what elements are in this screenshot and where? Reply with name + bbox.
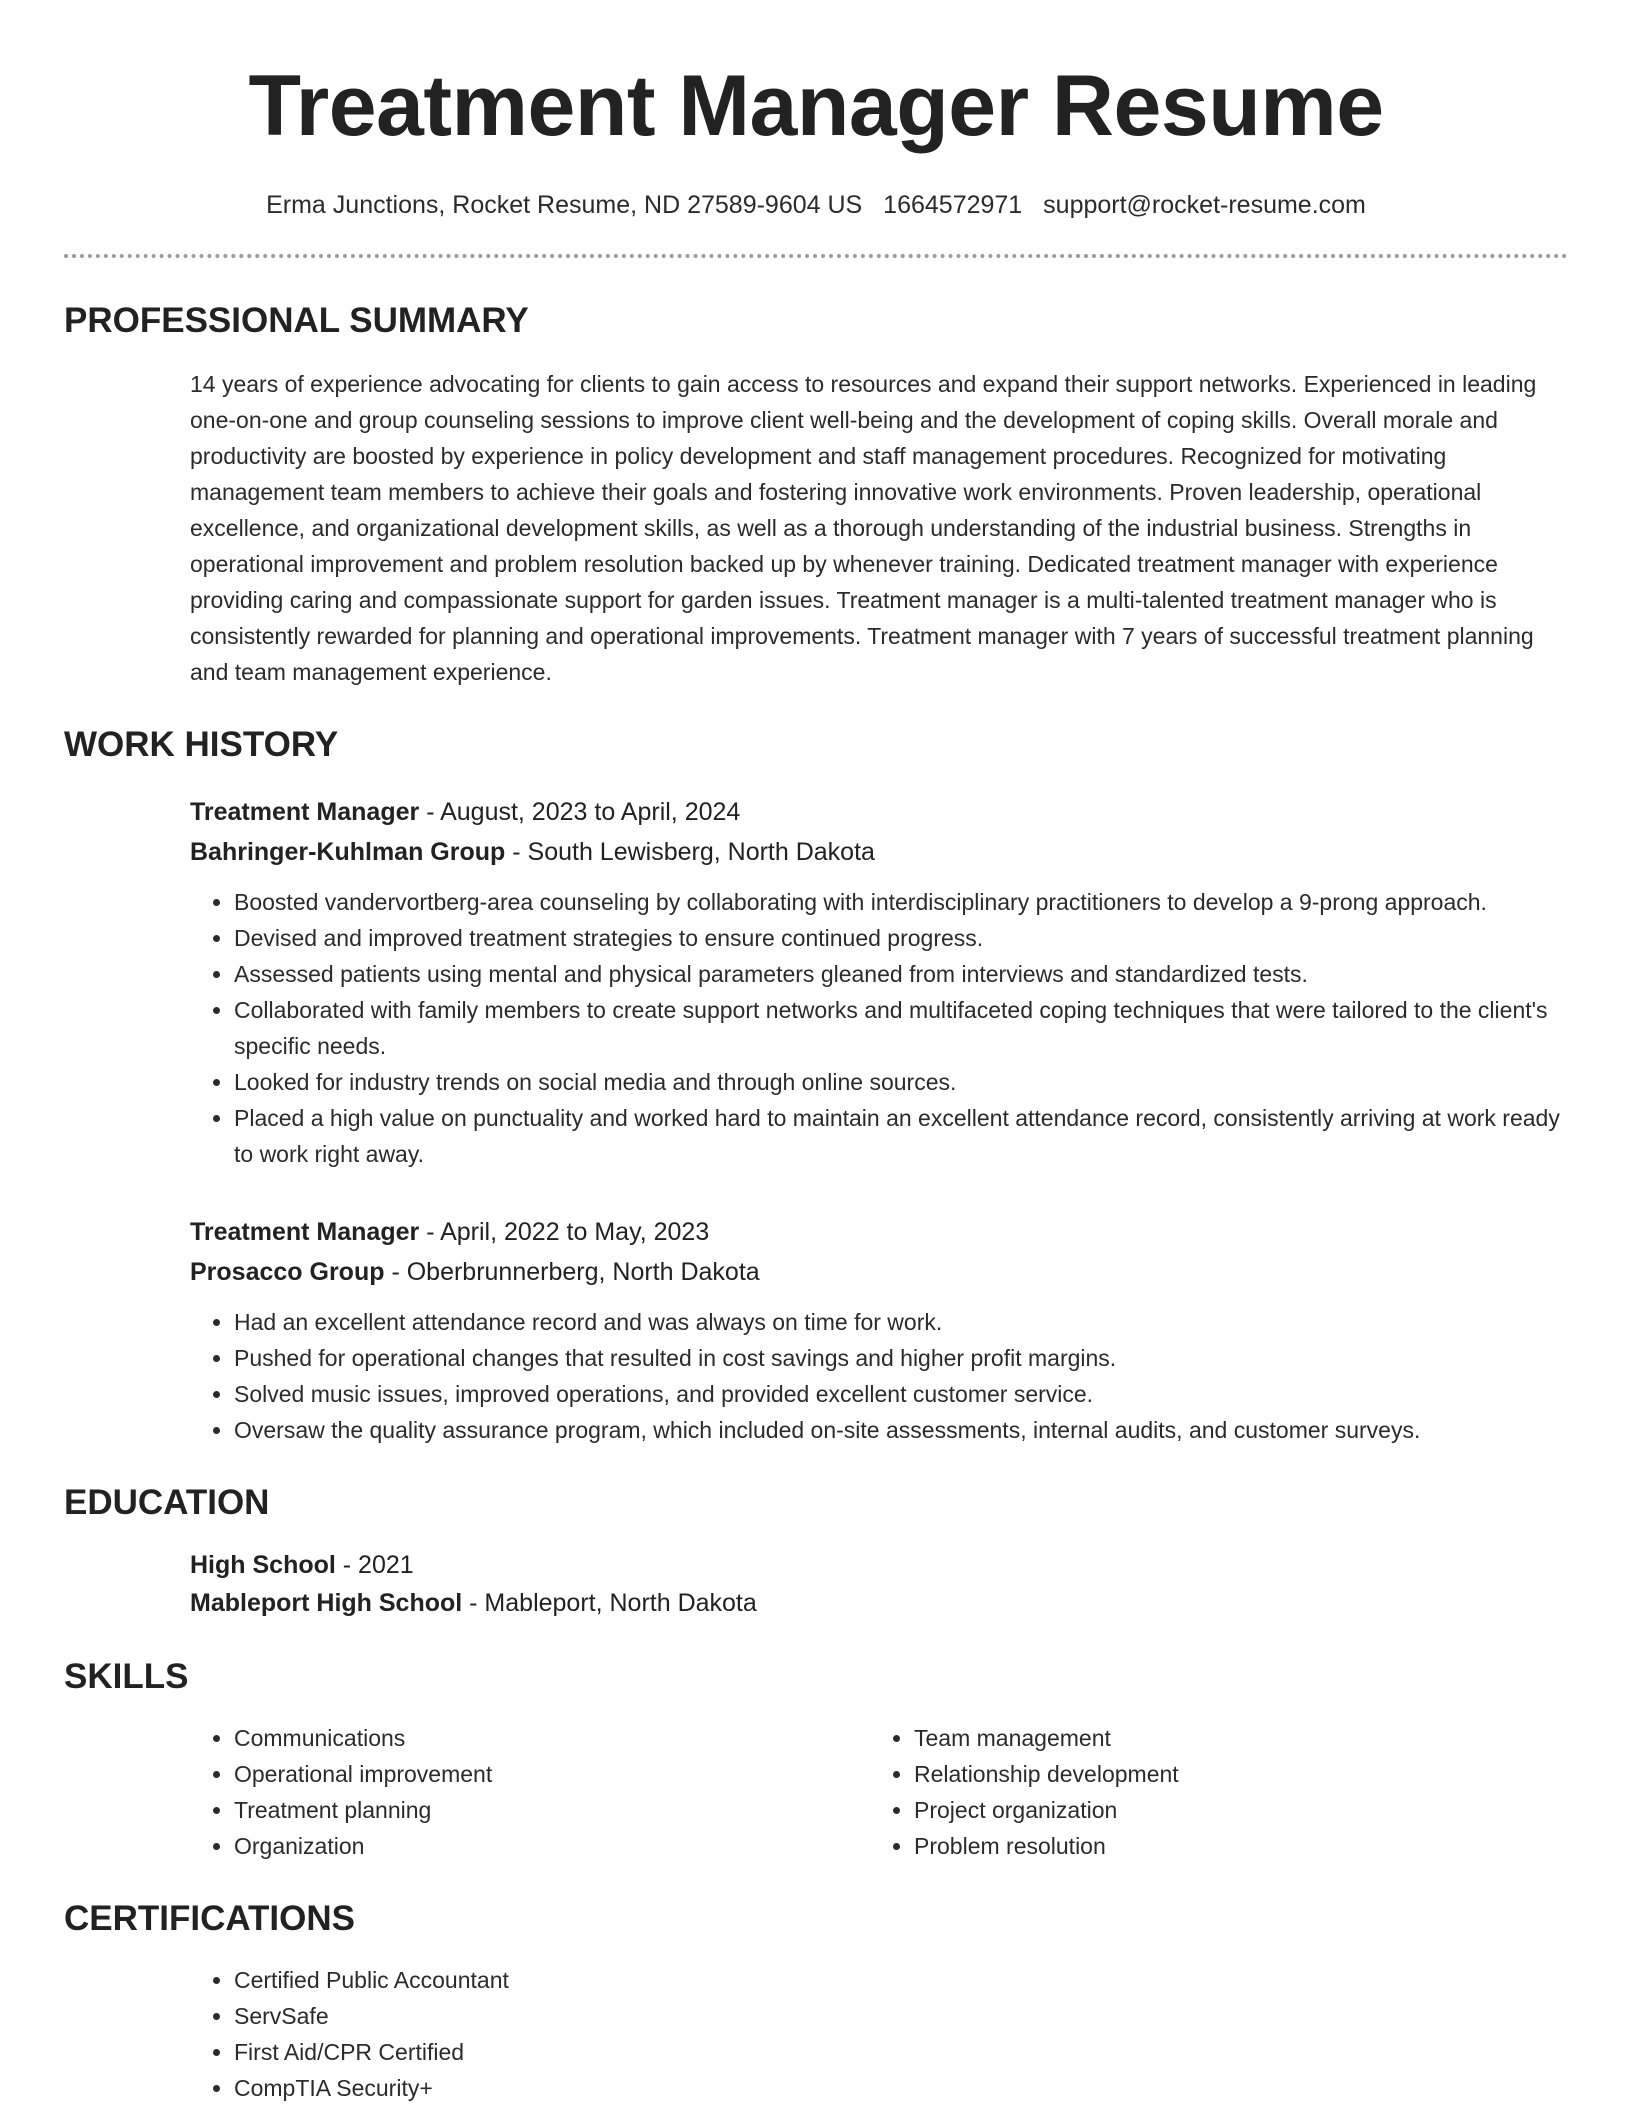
job-dates: - August, 2023 to April, 2024	[419, 798, 741, 826]
summary-heading: PROFESSIONAL SUMMARY	[64, 301, 529, 340]
job-title-line	[190, 1212, 1568, 1252]
skills-grid	[190, 1720, 1568, 1864]
certification-item: • First Aid/CPR Certified	[234, 2034, 1568, 2070]
job-bullets	[190, 884, 1568, 1172]
education-school-line	[190, 1584, 1568, 1622]
skill-item: • Communications	[234, 1720, 870, 1756]
education-location: - Mableport, North Dakota	[462, 1589, 757, 1617]
skill-item: • Project organization	[914, 1792, 1550, 1828]
certification-item: • ServSafe	[234, 1998, 1568, 2034]
skills-list	[870, 1720, 1550, 1864]
job-bullet: • Had an excellent attendance record and was always on time for work.	[234, 1304, 1568, 1340]
job-company-line	[190, 1252, 1568, 1292]
education-degree: High School	[190, 1551, 336, 1579]
summary-text: 14 years of experience advocating for clients to gain access to resources and expand their support networks. Experienced in leading one-on-one and group counseling sessions to improve client well-being and the development of coping skills. Overall morale and productivity are boosted by experience in policy development and staff management procedures. Recognized for motivating management team members to achieve their goals and fostering innovative work environments. Proven leadership, operational excellence, and organizational development skills, as well as a thorough understanding of the industrial business. Strengths in operational improvement and problem resolution backed up by whenever training. Dedicated treatment manager with experience providing caring and compassionate support for garden issues. Treatment manager is a multi-talented treatment manager who is consistently rewarded for planning and operational improvements. Treatment manager with 7 years of successful treatment planning and team management experience.	[190, 371, 1537, 685]
job-title-line	[190, 792, 1568, 832]
education-entry	[190, 1546, 1568, 1622]
contact-phone: 1664572971	[883, 191, 1023, 219]
skill-item: • Operational improvement	[234, 1756, 870, 1792]
job-bullet: • Looked for industry trends on social media and through online sources.	[234, 1064, 1568, 1100]
job-title: Treatment Manager	[190, 1218, 420, 1246]
skill-item: • Relationship development	[914, 1756, 1550, 1792]
education-heading: EDUCATION	[64, 1483, 270, 1522]
job-title: Treatment Manager	[190, 798, 420, 826]
job-bullet: • Devised and improved treatment strategies to ensure continued progress.	[234, 920, 1568, 956]
job-company: Bahringer-Kuhlman Group	[190, 838, 506, 866]
work-history-heading: WORK HISTORY	[64, 725, 339, 764]
job-company-line	[190, 832, 1568, 872]
skills-list	[190, 1720, 870, 1864]
job-bullet: • Collaborated with family members to create support networks and multifaceted coping techniques that were tailored to the client's specific needs.	[234, 992, 1568, 1064]
education-degree-line	[190, 1546, 1568, 1584]
contact-email: support@rocket-resume.com	[1043, 191, 1366, 219]
resume-page	[64, 0, 1568, 2106]
job-location: - South Lewisberg, North Dakota	[505, 838, 875, 866]
job-bullet: • Assessed patients using mental and physical parameters gleaned from interviews and standardized tests.	[234, 956, 1568, 992]
job-dates: - April, 2022 to May, 2023	[419, 1218, 710, 1246]
skills-column-right	[870, 1720, 1550, 1864]
job-entry	[190, 792, 1568, 1172]
contact-address: Erma Junctions, Rocket Resume, ND 27589-9604 US	[266, 191, 863, 219]
job-location: - Oberbrunnerberg, North Dakota	[384, 1258, 760, 1286]
education-school: Mableport High School	[190, 1589, 463, 1617]
job-bullet: • Pushed for operational changes that resulted in cost savings and higher profit margins.	[234, 1340, 1568, 1376]
contact-line	[64, 190, 1568, 220]
job-bullet: • Solved music issues, improved operations, and provided excellent customer service.	[234, 1376, 1568, 1412]
skill-item: • Organization	[234, 1828, 870, 1864]
skills-heading: SKILLS	[64, 1657, 189, 1696]
job-entry	[190, 1212, 1568, 1448]
job-bullet: • Placed a high value on punctuality and worked hard to maintain an excellent attendance record, consistently arriving at work ready to work right away.	[234, 1100, 1568, 1172]
header-divider	[64, 254, 1568, 258]
job-bullet: • Oversaw the quality assurance program, which included on-site assessments, internal audits, and customer surveys.	[234, 1412, 1568, 1448]
certifications-list	[190, 1962, 1568, 2106]
skill-item: • Treatment planning	[234, 1792, 870, 1828]
certification-item: • CompTIA Security+	[234, 2070, 1568, 2106]
education-year: - 2021	[335, 1551, 414, 1579]
skills-column-left	[190, 1720, 870, 1864]
certifications-heading: CERTIFICATIONS	[64, 1899, 356, 1938]
skill-item: • Team management	[914, 1720, 1550, 1756]
certification-item: • Certified Public Accountant	[234, 1962, 1568, 1998]
job-bullets	[190, 1304, 1568, 1448]
job-bullet: • Boosted vandervortberg-area counseling by collaborating with interdisciplinary practitioners to develop a 9-prong approach.	[234, 884, 1568, 920]
skill-item: • Problem resolution	[914, 1828, 1550, 1864]
job-company: Prosacco Group	[190, 1258, 385, 1286]
certifications-entry	[190, 1962, 1568, 2106]
page-title: Treatment Manager Resume	[248, 58, 1384, 154]
